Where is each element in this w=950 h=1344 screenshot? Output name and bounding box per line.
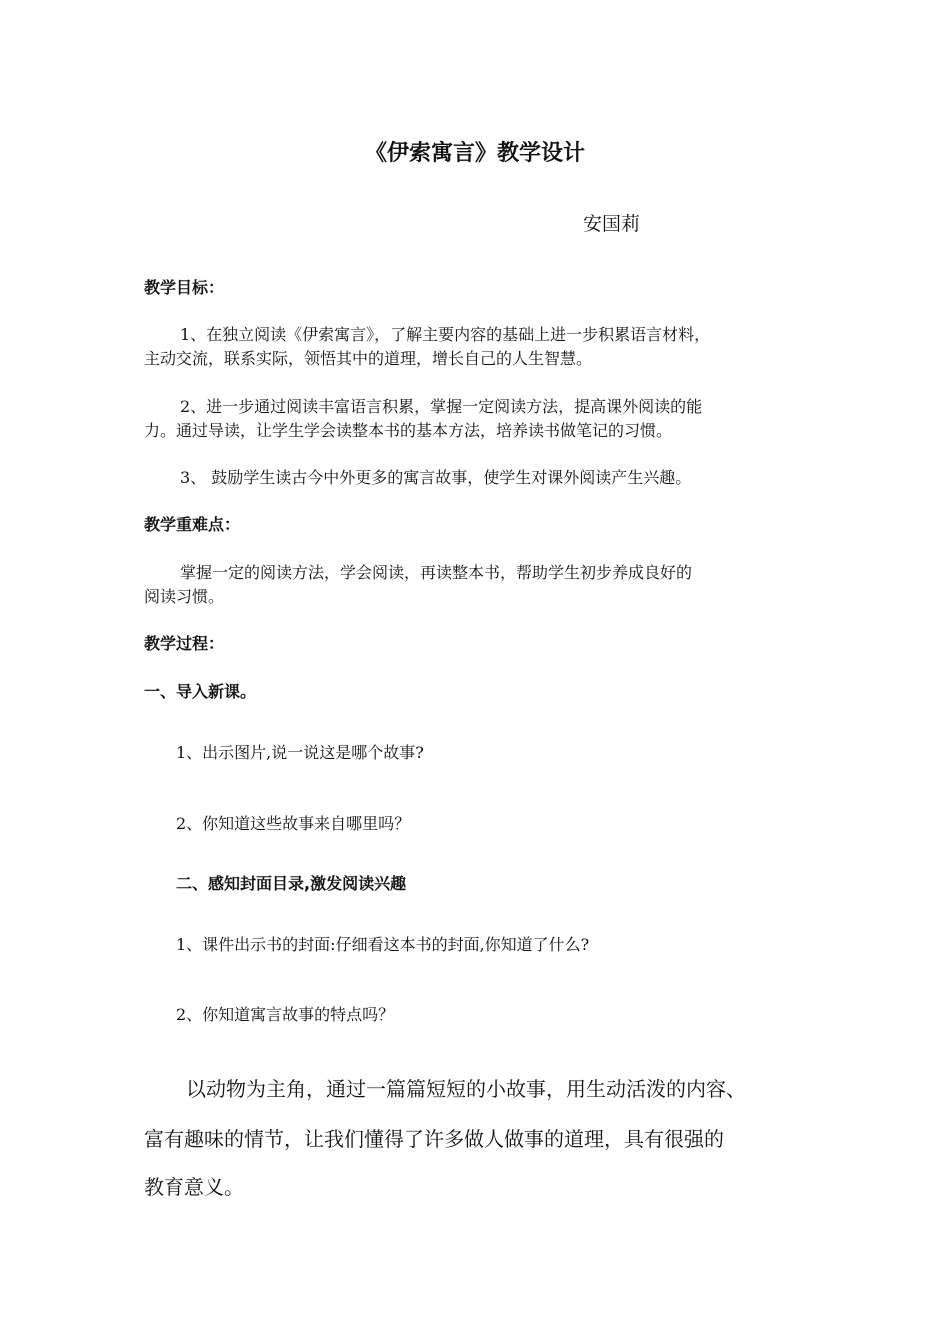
goal-1-line-2: 主动交流，联系实际，领悟其中的道理，增长自己的人生智慧。	[144, 349, 593, 368]
goal-2-line-2: 力。通过导读，让学生学会读整本书的基本方法，培养读书做笔记的习惯。	[144, 421, 673, 440]
key-points-heading: 教学重难点：	[144, 515, 241, 534]
goal-1-line-1: 1、在独立阅读《伊索寓言》，了解主要内容的基础上进一步积累语言材料，	[180, 325, 711, 344]
key-points-line-2: 阅读习惯。	[144, 587, 225, 606]
part-2-item-2: 2、你知道寓言故事的特点吗？	[176, 1005, 395, 1024]
answer-line-1: 以动物为主角，通过一篇篇短短的小故事，用生动活泼的内容、	[186, 1077, 746, 1101]
key-points-line-1: 掌握一定的阅读方法，学会阅读，再读整本书，帮助学生初步养成良好的	[180, 563, 693, 582]
author-name: 安国莉	[583, 213, 641, 235]
goal-2-line-1: 2、进一步通过阅读丰富语言积累，掌握一定阅读方法，提高课外阅读的能	[180, 397, 703, 416]
document-title: 《伊索寓言》教学设计	[364, 141, 585, 166]
answer-line-3: 教育意义。	[144, 1175, 244, 1199]
part-1-item-1: 1、出示图片,说一说这是哪个故事?	[176, 743, 424, 762]
process-heading: 教学过程：	[144, 634, 225, 653]
goal-3: 3、 鼓励学生读古今中外更多的寓言故事，使学生对课外阅读产生兴趣。	[180, 468, 692, 487]
goals-heading: 教学目标：	[144, 278, 225, 297]
part-2-item-1: 1、课件出示书的封面:仔细看这本书的封面,你知道了什么?	[176, 935, 590, 954]
part-1-heading: 一、导入新课。	[144, 682, 257, 701]
part-1-item-2: 2、你知道这些故事来自哪里吗？	[176, 814, 411, 833]
answer-line-2: 富有趣味的情节，让我们懂得了许多做人做事的道理，具有很强的	[144, 1127, 724, 1151]
part-2-heading: 二、感知封面目录,激发阅读兴趣	[176, 874, 407, 893]
